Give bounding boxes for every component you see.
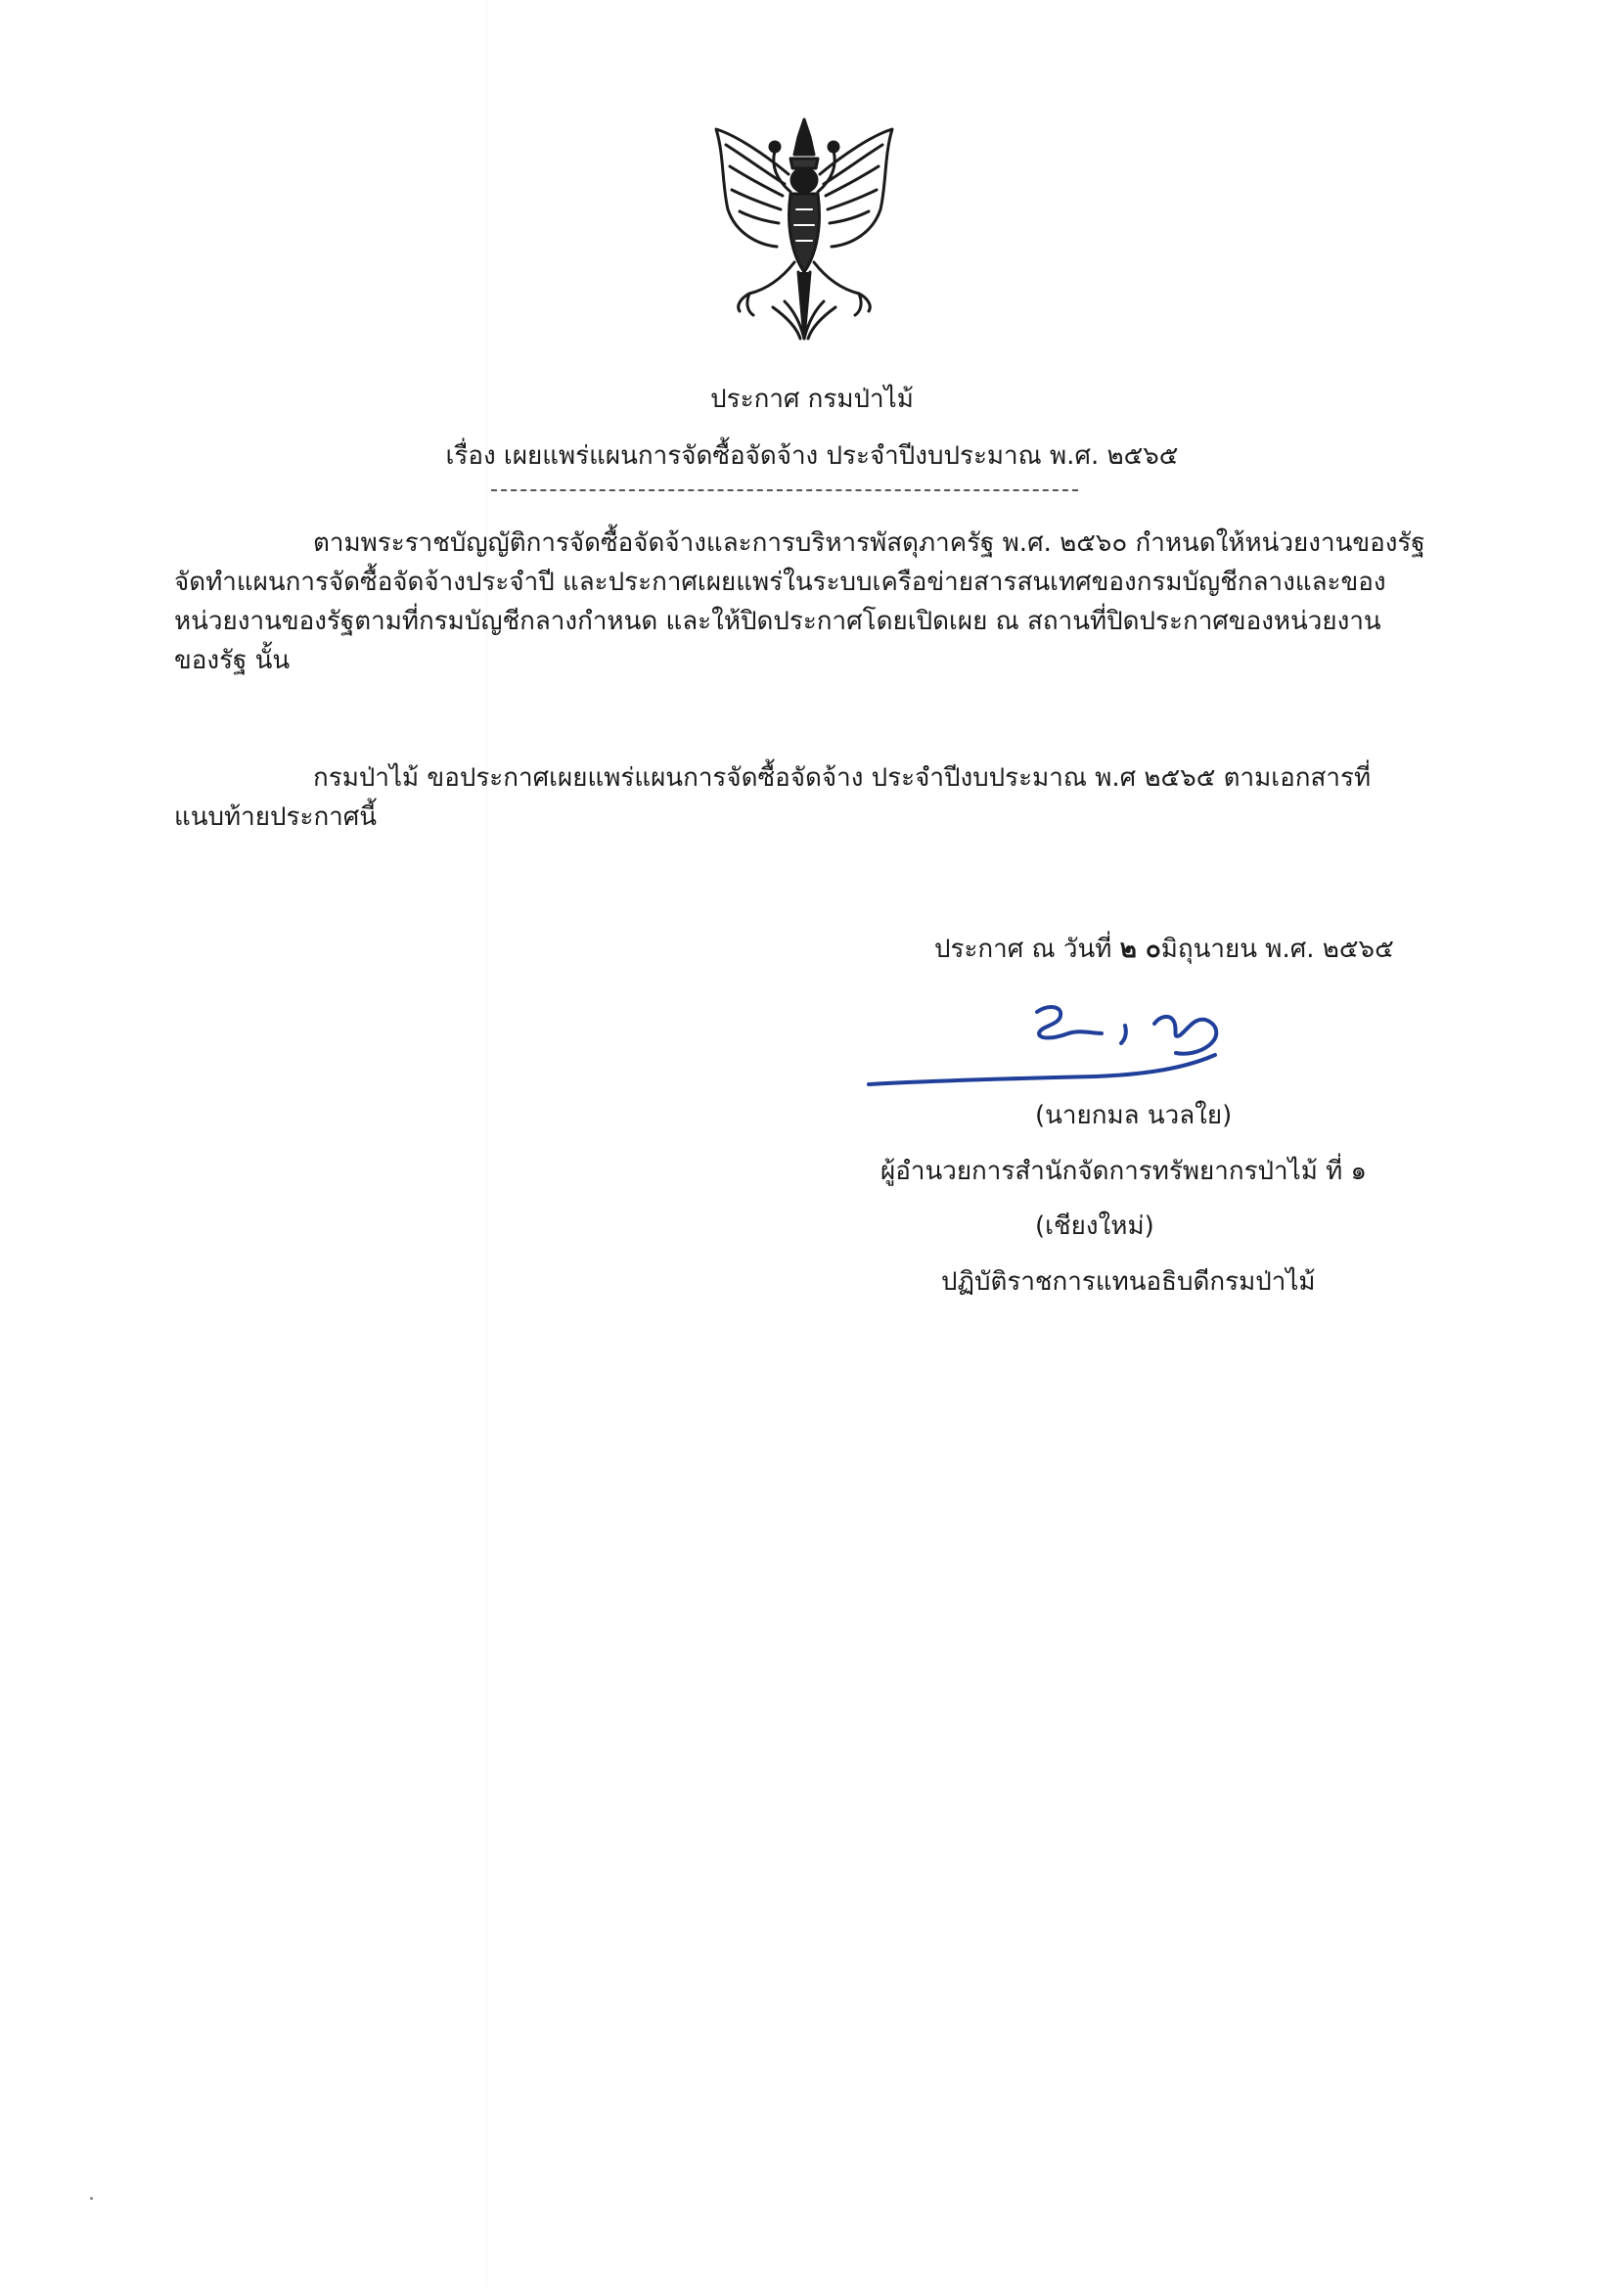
dashed-divider [491, 489, 1078, 491]
body-paragraph-1 [174, 524, 1426, 680]
date-prefix: ประกาศ ณ วันที่ [934, 935, 1120, 964]
body-paragraph-2 [174, 758, 1426, 837]
paragraph-line: หน่วยงานของรัฐตามที่กรมบัญชีกลางกำหนด และให้ปิดประกาศโดยเปิดเผย ณ สถานที่ปิดประกาศของหน่วยงาน [174, 607, 1381, 636]
scan-fold-line [486, 0, 487, 2287]
scan-speck [90, 2197, 93, 2200]
signer-name: (นายกมล นวลใย) [1035, 1101, 1233, 1130]
paragraph-line: ของรัฐ นั้น [174, 646, 291, 675]
paragraph-line: ตามพระราชบัญญัติการจัดซื้อจัดจ้างและการบริหารพัสดุภาครัฐ พ.ศ. ๒๕๖๐ กำหนดให้หน่วยงานของรัฐ [313, 528, 1425, 558]
signer-acting-for: ปฏิบัติราชการแทนอธิบดีกรมป่าไม้ [941, 1267, 1316, 1297]
paragraph-line: แนบท้ายประกาศนี้ [174, 802, 378, 832]
announcement-date [934, 930, 1394, 969]
paragraph-line: กรมป่าไม้ ขอประกาศเผยแพร่แผนการจัดซื้อจัดจ้าง ประจำปีงบประมาณ พ.ศ ๒๕๖๕ ตามเอกสารที่ [313, 763, 1372, 793]
date-month-year: มิถุนายน พ.ศ. ๒๕๖๕ [1160, 935, 1394, 964]
paragraph-line: จัดทำแผนการจัดซื้อจัดจ้างประจำปี และประกาศเผยแพร่ในระบบเครือข่ายสารสนเทศของกรมบัญชีกลางและของ [174, 568, 1386, 597]
announcement-agency-line: ประกาศ กรมป่าไม้ [710, 385, 914, 414]
signer-position-title: ผู้อำนวยการสำนักจัดการทรัพยากรป่าไม้ ที่ ๑ [880, 1157, 1368, 1186]
announcement-subject-line: เรื่อง เผยแพร่แผนการจัดซื้อจัดจ้าง ประจำปีงบประมาณ พ.ศ. ๒๕๖๕ [445, 441, 1179, 471]
garuda-emblem-icon [706, 115, 902, 343]
date-day: ๒ ๐ [1119, 935, 1161, 964]
signer-position-location: (เชียงใหม่) [1035, 1212, 1154, 1241]
handwritten-signature [861, 990, 1252, 1098]
